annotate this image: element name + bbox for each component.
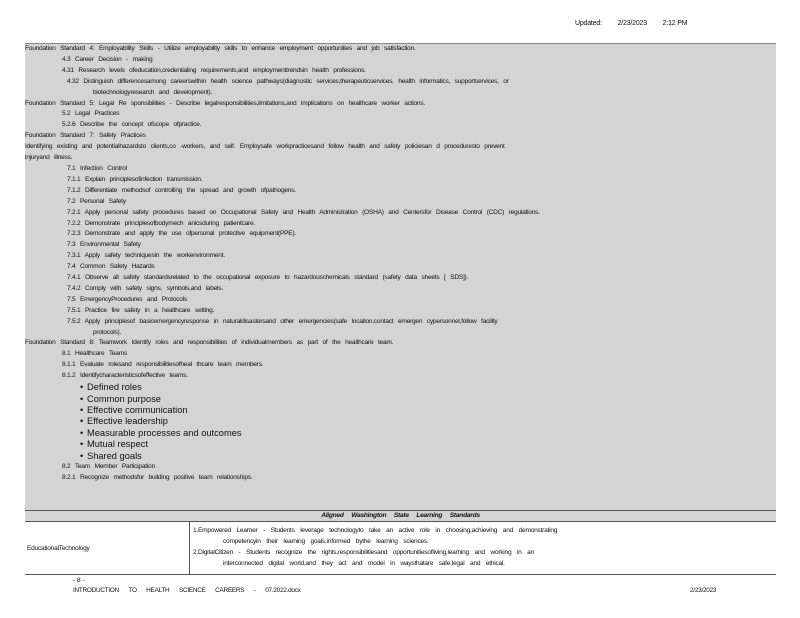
- standard-empowered-learner: 1.Empowered Learner - Students leverage technologyto take an active role in choosing,achieving and demonstrating: [193, 527, 558, 534]
- standard-7-heading: Foundation Standard 7: Safety Practices: [25, 132, 146, 140]
- bullet-text: Effective communication: [87, 404, 188, 415]
- bullet-icon: •: [80, 439, 84, 450]
- item-7-5-1: 7.5.1 Practice fire safety in a healthcare setting.: [67, 306, 215, 314]
- item-7-5-2-cont: protocols).: [93, 328, 122, 336]
- bullet-text: Defined roles: [87, 382, 142, 393]
- item-7-1: 7.1 Infection Control: [67, 164, 127, 172]
- standard-5-heading: Foundation Standard 5: Legal Re sponsibilities - Describe legalresponsibilities,limitations,and implications on healthcare worker actions.: [25, 99, 425, 107]
- bullet-icon: •: [80, 416, 84, 427]
- page-number: - 8 -: [73, 577, 85, 584]
- item-8-2: 8.2 Team Member Participation: [62, 462, 155, 470]
- educational-technology-label: EducationalTechnology: [27, 544, 90, 552]
- list-item: [25, 416, 776, 427]
- bullet-text: Effective leadership: [87, 416, 168, 427]
- bullet-text: Common purpose: [87, 393, 161, 404]
- item-5-2: 5.2 Legal Practices: [62, 110, 120, 118]
- item-7-4-1: 7.4.1 Observe all safety standardsrelated to the occupational exposure to hazardouschemicals standard (safety data sheets [ SDS]).: [67, 274, 469, 282]
- item-7-3: 7.3 Environmental Safety: [67, 241, 141, 249]
- document-name: INTRODUCTION TO HEALTH SCIENCE CAREERS - 07.2022.docx: [73, 587, 301, 594]
- standards-section: [25, 43, 776, 511]
- updated-stamp: [575, 20, 701, 27]
- item-7-2-3: 7.2.3 Demonstrate and apply the use ofpersonal protective equipment(PPE).: [67, 230, 296, 238]
- bullet-icon: •: [80, 450, 84, 461]
- item-7-4-2: 7.4.2 Comply with safety signs, symbols,and labels.: [67, 284, 223, 292]
- list-item: [25, 405, 776, 416]
- table-heading: Aligned Washington State Learning Standards: [25, 511, 776, 522]
- item-8-1: 8.1 Healthcare Teams: [62, 350, 128, 358]
- item-7-4: 7.4 Common Safety Hazards: [67, 263, 155, 271]
- standard-4-heading: Foundation Standard 4: Employability Skills - Utilize employability skills to enhance employment opportunities and job satisfaction.: [25, 45, 416, 52]
- item-7-2: 7.2 Personal Safety: [67, 197, 126, 205]
- list-item: [25, 451, 776, 462]
- bullet-icon: •: [80, 404, 84, 415]
- list-item: [25, 428, 776, 439]
- footer-date: 2/23/2023: [690, 587, 717, 594]
- standard-8-heading: Foundation Standard 8: Teamwork Identify roles and responsibilities of individualmembers as part of the healthcare team.: [25, 339, 394, 347]
- list-item: [25, 382, 776, 393]
- item-7-3-1: 7.3.1 Apply safety techniquesin the workenvironment.: [67, 252, 225, 260]
- bullet-icon: •: [80, 393, 84, 404]
- updated-time: 2:12 PM: [662, 20, 688, 27]
- item-7-5-2: 7.5.2 Apply principlesof basicemergencyresponse in naturaldisastersand other emergencies(safe location,contact emergen cypersonnel,follow facility: [67, 317, 498, 325]
- updated-label: Updated:: [575, 20, 602, 27]
- item-7-1-2: 7.1.2 Differentiate methodsof controlling the spread and growth ofpathogens.: [67, 186, 296, 194]
- learning-standards-table: [25, 510, 776, 575]
- table-left-cell: [25, 522, 190, 574]
- item-7-5: 7.5 EmergencyProcedures and Protocols: [67, 295, 187, 303]
- standard-digital-citizen: 2.DigitalCitizen - Students recognize the rights,responsibilitiesand opportunitiesofliving,learning and working in an: [193, 548, 534, 556]
- item-8-1-2: 8.1.2 Identifycharacteristicsofeffective teams.: [62, 372, 188, 380]
- bullet-icon: •: [80, 427, 84, 438]
- item-4-3: 4.3 Career Decision - making: [62, 55, 153, 63]
- standard-7-desc-cont: injuryand illness.: [25, 154, 73, 162]
- updated-date: 2/23/2023: [617, 20, 647, 27]
- item-4-32: 4.32 Distinguish differencesamong careerswithin health science pathways(diagnostic services,therapeuticservices, health informatics, supportservices, or: [67, 77, 509, 85]
- bullet-text: Measurable processes and outcomes: [87, 427, 242, 438]
- item-5-2-6: 5.2.6 Describe the concept ofscope ofpractice.: [62, 121, 202, 129]
- standard-digital-citizen-cont: interconnected digital world,and they act and model in waysthatare safe,legal and ethical.: [223, 559, 505, 567]
- table-row: [25, 522, 776, 574]
- list-item: [25, 394, 776, 405]
- item-8-2-1: 8.2.1 Recognize methodsfor building positive team relationships.: [62, 473, 253, 481]
- bullet-text: Shared goals: [87, 450, 142, 461]
- item-7-2-2: 7.2.2 Demonstrate principlesofbodymech anicsduring patientcare.: [67, 219, 255, 227]
- item-7-1-1: 7.1.1 Explain principlesofinfection transmission.: [67, 175, 203, 183]
- item-4-31: 4.31 Research levels ofeducation,credentialing requirements,and employmenttrendsin health professions.: [62, 66, 366, 74]
- standard-7-desc: Identifying existing and potentialhazardsto clients,co -workers, and self. Employsafe workpracticesand follow health and safety policiesan d proceduresto prevent: [25, 143, 505, 151]
- table-right-cell: [193, 526, 772, 570]
- item-8-1-1: 8.1.1 Evaluate rolesand responsibilitiesofheal thcare team members.: [62, 361, 264, 369]
- bullet-text: Mutual respect: [87, 439, 148, 450]
- standard-empowered-learner-cont: competencyin their learning goals,informed bythe learning sciences.: [223, 537, 429, 545]
- list-item: [25, 439, 776, 450]
- item-4-32-cont: biotechnologyresearch and development).: [93, 88, 213, 96]
- bullet-icon: •: [80, 382, 84, 393]
- item-7-2-1: 7.2.1 Apply personal safety procedures based on Occupational Safety and Health Administration (OSHA) and Centersfor Disease Control (CDC) regulations.: [67, 208, 540, 216]
